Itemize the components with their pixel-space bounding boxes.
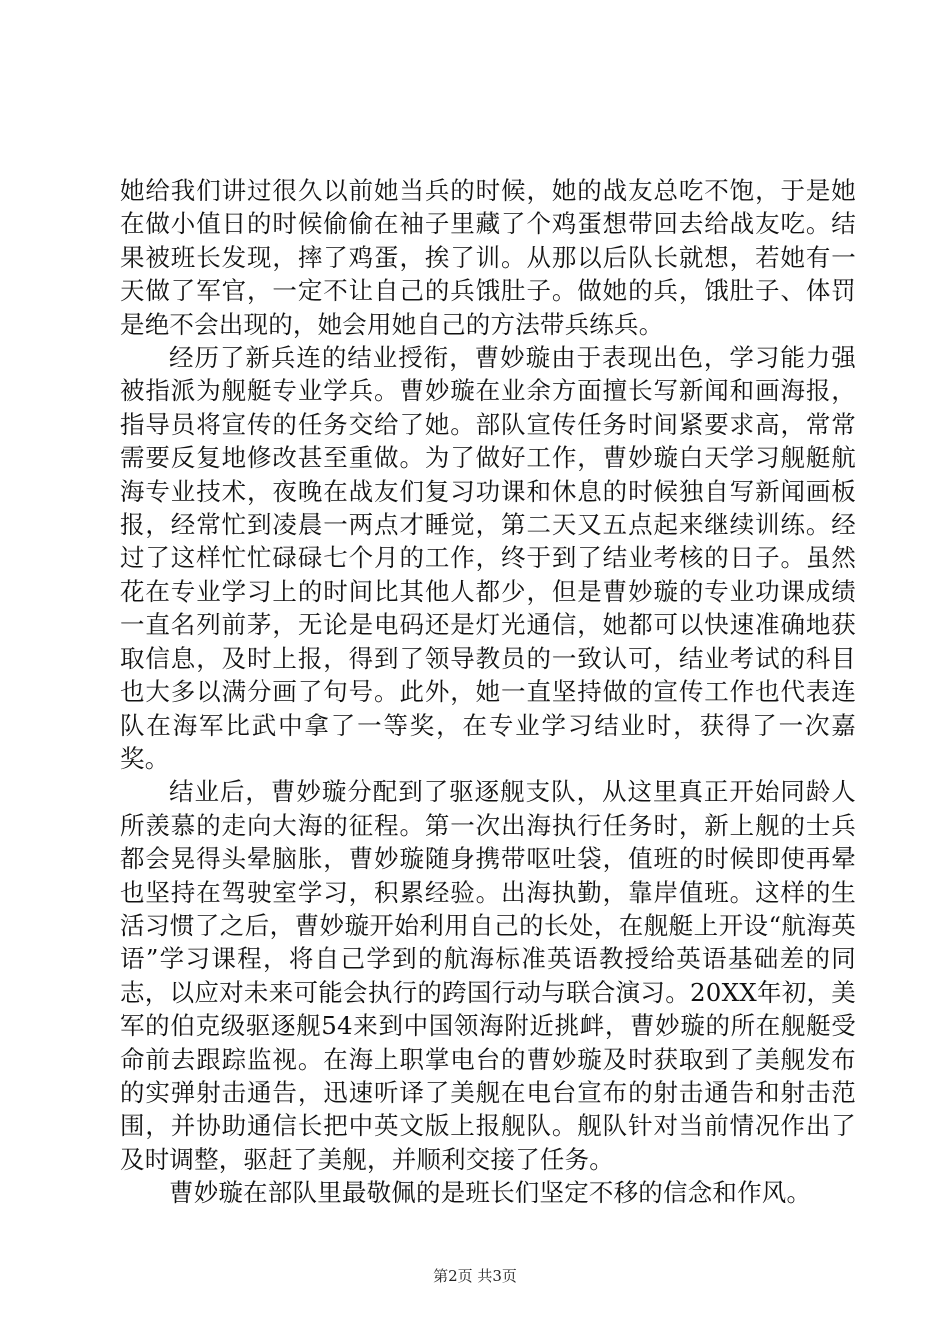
paragraph-2: 经历了新兵连的结业授衔，曹妙璇由于表现出色，学习能力强被指派为舰艇专业学兵。曹妙璇在业余方面擅长写新闻和画海报，指导员将宣传的任务交给了她。部队宣传任务时间紧要求高，常常需要反复地修改甚至重做。为了做好工作，曹妙璇白天学习舰艇航海专业技术，夜晚在战友们复习功课和休息的时候独自写新闻画板报，经常忙到凌晨一两点才睡觉，第二天又五点起来继续训练。经过了这样忙忙碌碌七个月的工作，终于到了结业考核的日子。虽然花在专业学习上的时间比其他人都少，但是曹妙璇的专业功课成绩一直名列前茅，无论是电码还是灯光通信，她都可以快速准确地获取信息，及时上报，得到了领导教员的一致认可，结业考试的科目也大多以满分画了句号。此外，她一直坚持做的宣传工作也代表连队在海军比武中拿了一等奖，在专业学习结业时，获得了一次嘉奖。 xyxy=(120,343,856,773)
paragraph-3: 结业后，曹妙璇分配到了驱逐舰支队，从这里真正开始同龄人所羡慕的走向大海的征程。第一次出海执行任务时，新上舰的士兵都会晃得头晕脑胀，曹妙璇随身携带呕吐袋，值班的时候即使再晕也坚持在驾驶室学习，积累经验。出海执勤，靠岸值班。这样的生活习惯了之后，曹妙璇开始利用自己的长处，在舰艇上开设“航海英语”学习课程，将自己学到的航海标准英语教授给英语基础差的同志，以应对未来可能会执行的跨国行动与联合演习。20XX年初，美军的伯克级驱逐舰54来到中国领海附近挑衅，曹妙璇的所在舰艇受命前去跟踪监视。在海上职掌电台的曹妙璇及时获取到了美舰发布的实弹射击通告，迅速听译了美舰在电台宣布的射击通告和射击范围，并协助通信长把中英文版上报舰队。舰队针对当前情况作出了及时调整，驱赶了美舰，并顺利交接了任务。 xyxy=(120,777,856,1174)
paragraph-1: 她给我们讲过很久以前她当兵的时候，她的战友总吃不饱，于是她在做小值日的时候偷偷在袖子里藏了个鸡蛋想带回去给战友吃。结果被班长发现，摔了鸡蛋，挨了训。从那以后队长就想，若她有一天做了军官，一定不让自己的兵饿肚子。做她的兵，饿肚子、体罚是绝不会出现的，她会用她自己的方法带兵练兵。 xyxy=(120,176,856,339)
document-body xyxy=(120,174,856,1210)
paragraph-4: 曹妙璇在部队里最敬佩的是班长们坚定不移的信念和作风。 xyxy=(169,1178,812,1208)
page-number-footer: 第2页 共3页 xyxy=(433,1267,517,1285)
